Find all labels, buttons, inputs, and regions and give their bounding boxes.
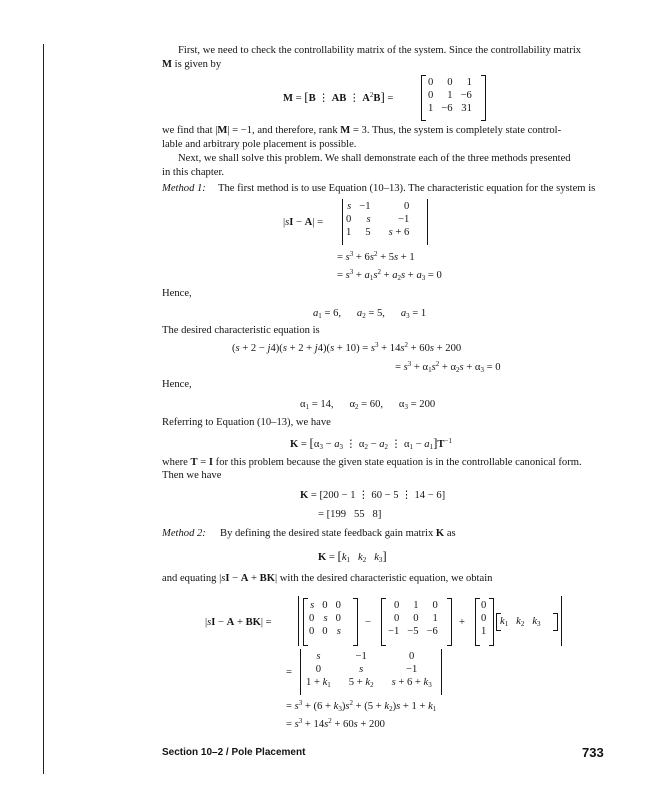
char-eq-lhs: |sI − A| =: [283, 217, 324, 228]
paragraph-line: lable and arbitrary pole placement is possible.: [162, 139, 357, 150]
paragraph-line: Hence,: [162, 288, 192, 299]
A-matrix: 0 1 0 0 0 1 −1 −5 −6: [388, 600, 438, 637]
paragraph-line: M is given by: [162, 59, 222, 70]
determinant-bar: [427, 199, 428, 245]
K-result: = [199 55 8]: [318, 509, 382, 520]
K-calc-line: K = [200 − 1 ⋮ 60 − 5 ⋮ 14 − 6]: [300, 490, 446, 501]
paragraph-line: By defining the desired state feedback gain matrix K as: [220, 528, 456, 539]
matrix-bracket: [447, 598, 452, 646]
desired-eq-line: $(s + 2 - j4)(s + 2 + j4)(s + 10) = s^3 + 14s^2 + 60s + 200$: [232, 341, 462, 354]
margin-rule: [43, 44, 44, 774]
determinant-bar: [441, 649, 442, 695]
determinant-bar: [298, 596, 299, 646]
final-eq-line: = $s^3 + 14s^2 + 60s + 200$: [286, 717, 385, 730]
paragraph-line: The desired characteristic equation is: [162, 325, 320, 336]
method2-heading: Method 2:: [162, 528, 206, 539]
controllability-matrix: 0 0 1 0 1 −6 1 −6 31: [428, 77, 472, 114]
paragraph-line: in this chapter.: [162, 167, 225, 178]
B-vector: 0 0 1: [481, 600, 487, 637]
paragraph-line: Referring to Equation (10–13), we have: [162, 417, 331, 428]
K-definition: $K = [k_1$ $k_2$ $k_3$]: [318, 548, 387, 564]
paragraph-line: Hence,: [162, 379, 192, 390]
equals-sign: =: [286, 667, 292, 678]
minus-sign: −: [365, 617, 371, 628]
big-determinant-lhs: |sI − A + BK| =: [205, 617, 272, 628]
paragraph-line: where T = I for this problem because the given state equation is in the controllable canonical form.: [162, 457, 582, 468]
plus-sign: +: [459, 617, 465, 628]
matrix-bracket: [481, 75, 486, 121]
matrix-bracket: [353, 598, 358, 646]
a-coefficients: $a_1 = 6$, $a_2 = 5$, $a_3 = 1$: [313, 308, 427, 320]
K-formula: $K = [\alpha_3 - a_3$ ⋮ $\alpha_2 - a_2$ ⋮ $\alpha_1 - a_1]T^{-1}$: [290, 435, 452, 451]
expanded-determinant: s −1 0 0 s −1 $1 + k_1$ $5 + k_2$ $s + 6 + k_3$: [306, 651, 432, 689]
paragraph-line: Then we have: [162, 470, 222, 481]
determinant-bar: [561, 596, 562, 646]
K-row-vector: $k_1$ $k_2$ $k_3$: [500, 616, 541, 628]
method1-heading: Method 1:: [162, 183, 206, 194]
char-eq-line: = $s^3 + a_1s^2 + a_2s + a_3 = 0$: [337, 268, 442, 282]
final-eq-line: = $s^3 + (6 + k_3)s^2 + (5 + k_2)s + 1 + k_1$: [286, 699, 437, 713]
desired-eq-line: = $s^3 + \alpha_1s^2 + \alpha_2s + \alpha_3 = 0$: [395, 360, 501, 374]
paragraph-line: and equating |sI − A + BK| with the desired characteristic equation, we obtain: [162, 573, 493, 584]
section-footer: Section 10–2 / Pole Placement: [162, 747, 306, 758]
char-eq-line: = $s^3 + 6s^2 + 5s + 1$: [337, 250, 415, 263]
matrix-bracket: [489, 598, 494, 646]
paragraph-line: we find that |M| = −1, and therefore, rank M = 3. Thus, the system is completely state control-: [162, 125, 562, 136]
sI-minus-A-matrix: s −1 0 0 s −1 1 5 s + 6: [346, 201, 410, 238]
page-number: 733: [582, 745, 604, 760]
paragraph-line: Next, we shall solve this problem. We shall demonstrate each of the three methods presented: [178, 153, 571, 164]
alpha-coefficients: $\alpha_1 = 14$, $\alpha_2 = 60$, $\alpha_3 = 200$: [300, 399, 436, 411]
paragraph-line: The first method is to use Equation (10–13). The characteristic equation for the system is: [218, 183, 596, 194]
matrix-bracket: [553, 613, 558, 631]
paragraph-line: First, we need to check the controllability matrix of the system. Since the controllability matrix: [178, 45, 582, 56]
controllability-equation-lhs: M = [B ⋮ AB ⋮ $A^2B$] =: [283, 89, 394, 104]
sI-matrix: s 0 0 0 s 0 0 0 s: [309, 600, 341, 637]
